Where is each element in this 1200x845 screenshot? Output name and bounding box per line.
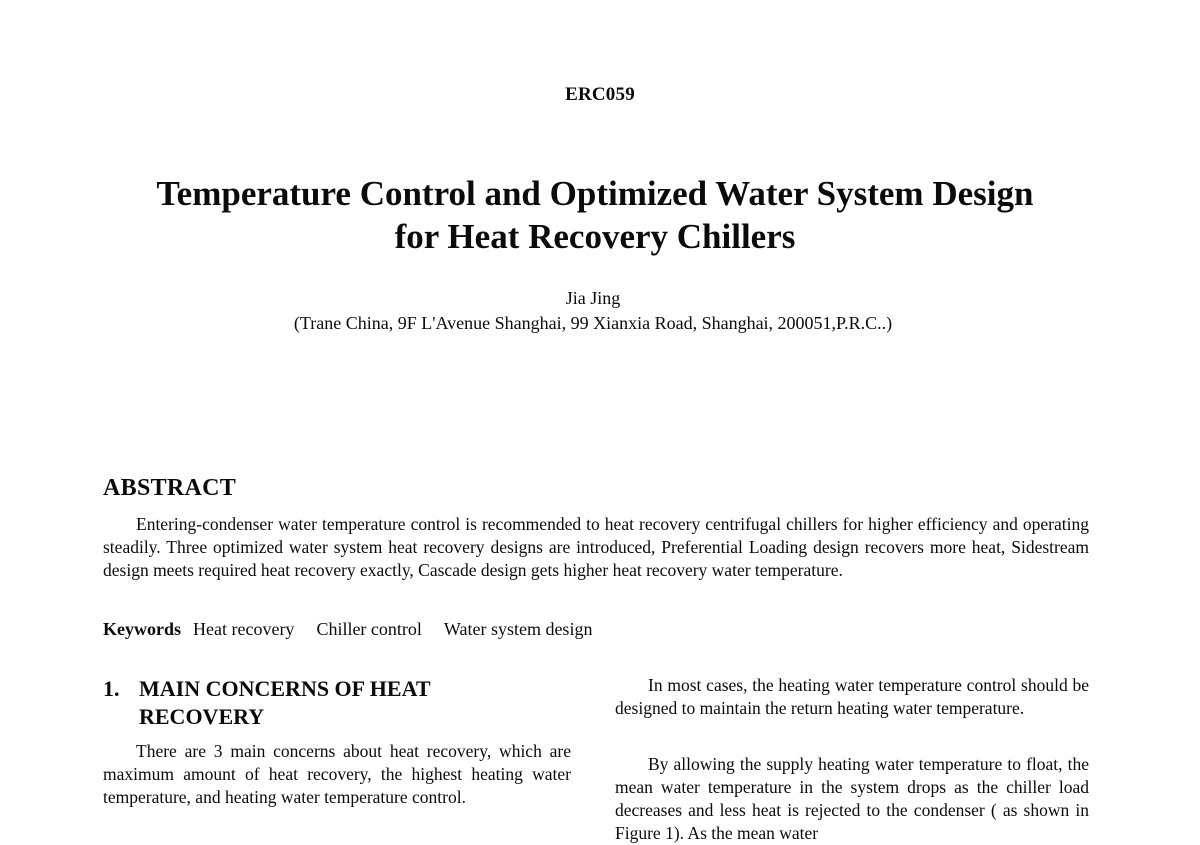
- paper-title: [0, 172, 1190, 258]
- section-title: MAIN CONCERNS OF HEAT RECOVERY: [139, 676, 431, 729]
- section-heading: [103, 675, 573, 731]
- body-paragraph: In most cases, the heating water temperature control should be designed to maintain the return heating water temperature.: [615, 675, 1089, 718]
- paper-id: ERC059: [565, 84, 635, 105]
- abstract-body: Entering-condenser water temperature control is recommended to heat recovery centrifugal chillers for higher efficiency and operating steadily. Three optimized water system heat recovery designs are introduced, Preferential Loading design recovers more heat, Sidestream design meets required heat recovery exactly, Cascade design gets higher heat recovery water temperature.: [103, 514, 1089, 580]
- keyword-item: Heat recovery: [193, 619, 295, 639]
- body-paragraph: By allowing the supply heating water temperature to float, the mean water temperature in the system drops as the chiller load decreases and less heat is rejected to the condenser ( as shown in Figure 1). As the mean water: [615, 754, 1089, 843]
- keyword-item: Chiller control: [316, 619, 422, 639]
- paper-title-line-1: Temperature Control and Optimized Water System Design: [156, 174, 1034, 213]
- paper-title-line-2: for Heat Recovery Chillers: [394, 217, 796, 256]
- section-number: 1.: [103, 676, 120, 701]
- abstract-heading: ABSTRACT: [103, 475, 237, 501]
- body-paragraph: There are 3 main concerns about heat recovery, which are maximum amount of heat recovery, the highest heating water temperature, and heating water temperature control.: [103, 741, 571, 807]
- keyword-item: Water system design: [443, 619, 593, 639]
- keywords-label: Keywords: [103, 619, 181, 639]
- author-name: Jia Jing: [565, 288, 621, 308]
- keywords-line: [103, 617, 592, 641]
- author-affiliation: (Trane China, 9F L'Avenue Shanghai, 99 Xianxia Road, Shanghai, 200051,P.R.C..): [293, 313, 893, 333]
